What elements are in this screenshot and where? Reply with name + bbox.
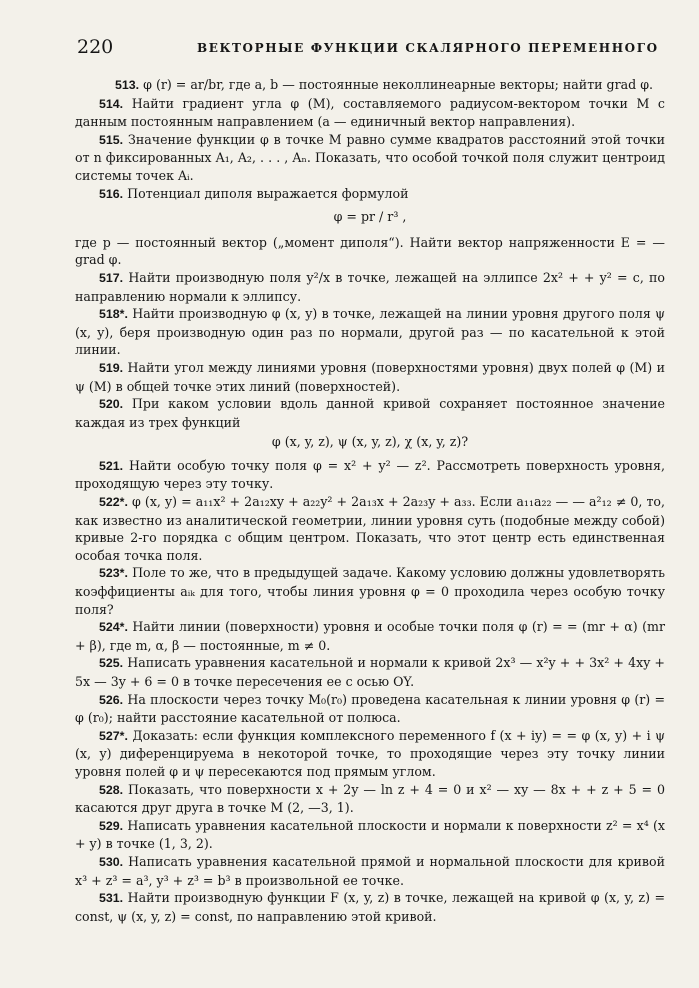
problem-number: 513. <box>115 78 140 92</box>
problem-number: 524*. <box>99 620 128 635</box>
problem-text: Написать уравнения касательной и нормали к кривой 2x³ — x²y + + 3x² + 4xy + 5x — 3y + 6 = 0 в точке пересечения ее с осью OY. <box>75 655 665 689</box>
problem-text: Найти особую точку поля φ = x² + y² — z². Рассмотреть поверхность уровня, проходящую через эту точку. <box>75 457 665 492</box>
problem-number: 517. <box>99 270 124 285</box>
problem-text: Поле то же, что в предыдущей задаче. Какому условию должны удовлетворять коэффициенты aᵢₖ для того, чтобы линия уровня φ = 0 проходила через особую точку поля? <box>75 565 665 617</box>
problem-523 <box>75 564 665 618</box>
problem-number: 515. <box>99 132 124 147</box>
problem-number: 527*. <box>99 728 128 743</box>
problem-text: При каком условии вдоль данной кривой сохраняет постоянное значение каждая из трех функций <box>75 396 665 430</box>
problem-513 <box>75 76 665 95</box>
problem-text: На плоскости через точку M₀(r₀) проведена касательная к линии уровня φ (r) = φ (r₀); найти расстояние касательной от полюса. <box>75 691 665 726</box>
problem-text: Доказать: если функция комплексного переменного f (x + iy) = = φ (x, y) + i ψ (x, y) диференцируема в некоторой точке, то проходящие через эту точку линии уровня полей φ и ψ пересекаются под прямым углом. <box>75 727 665 779</box>
problem-text: φ (r) = ar/br, где a, b — постоянные неколлинеарные векторы; найти grad φ. <box>143 77 654 92</box>
problems-list <box>75 76 665 925</box>
running-title: ВЕКТОРНЫЕ ФУНКЦИИ СКАЛЯРНОГО ПЕРЕМЕННОГО <box>197 41 659 55</box>
page-header <box>0 36 699 58</box>
page-number: 220 <box>77 36 114 58</box>
problem-number: 525. <box>99 656 124 671</box>
problem-524 <box>75 618 665 654</box>
problem-number: 518*. <box>99 307 128 322</box>
problem-number: 530. <box>99 854 124 869</box>
problem-526 <box>75 691 665 727</box>
problem-527 <box>75 727 665 781</box>
problem-521 <box>75 457 665 493</box>
problem-number: 531. <box>99 891 124 906</box>
problem-text: Найти линии (поверхности) уровня и особые точки поля φ (r) = = (mr + α) (mr + β), где m, α, β — постоянные, m ≠ 0. <box>75 619 665 653</box>
problem-text: Значение функции φ в точке M равно сумме квадратов расстояний этой точки от n фиксированных A₁, A₂, . . . , Aₙ. Показать, что особой точкой поля служит центроид системы точек Aᵢ. <box>75 131 665 183</box>
problem-text: Написать уравнения касательной прямой и нормальной плоскости для кривой x³ + z³ = a³, y³ + z³ = b³ в произвольной ее точке. <box>75 853 665 888</box>
problem-number: 526. <box>99 692 124 707</box>
problem-number: 529. <box>99 818 124 833</box>
problem-530 <box>75 853 665 889</box>
problem-520 <box>75 395 665 431</box>
problem-number: 516. <box>99 186 124 201</box>
problem-number: 521. <box>99 458 124 473</box>
problem-516 <box>75 185 665 204</box>
problem-number: 514. <box>99 96 124 111</box>
problem-number: 528. <box>99 782 124 797</box>
three-functions-formula: φ (x, y, z), ψ (x, y, z), χ (x, y, z)? <box>271 434 469 450</box>
dipole-formula: φ = pr / r³ , <box>333 209 407 225</box>
problem-number: 519. <box>99 360 124 375</box>
problem-522 <box>75 493 665 564</box>
problem-529 <box>75 817 665 853</box>
problem-text: Найти производную функции F (x, y, z) в точке, лежащей на кривой φ (x, y, z) = const, ψ (x, y, z) = const, по направлению этой кривой. <box>75 890 665 924</box>
problem-text: Найти производную φ (x, y) в точке, лежащей на линии уровня другого поля ψ (x, y), беря производную один раз по нормали, другой раз — по касательной к этой линии. <box>75 306 665 358</box>
problem-514 <box>75 95 665 131</box>
problem-text: Потенциал диполя выражается формулой <box>127 185 409 201</box>
problem-number: 522*. <box>99 495 128 510</box>
problem-text: φ (x, y) = a₁₁x² + 2a₁₂xy + a₂₂y² + 2a₁₃x + 2a₂₃y + a₃₃. Если a₁₁a₂₂ — — a²₁₂ ≠ 0, то, как известно из аналитической геометрии, линии уровня суть (подобные между собой) кривые 2-го порядка с общим центром. Показать, что этот центр есть единственная особая точка поля. <box>75 494 665 563</box>
problem-531 <box>75 889 665 925</box>
problem-516-continued: где p — постоянный вектор („момент диполя“). Найти вектор напряженности E = — grad φ. <box>75 234 665 268</box>
problem-525 <box>75 654 665 690</box>
problem-text: Найти производную поля y²/x в точке, лежащей на эллипсе 2x² + + y² = c, по направлению нормали к эллипсу. <box>75 269 665 304</box>
problem-text: Найти угол между линиями уровня (поверхностями уровня) двух полей φ (M) и ψ (M) в общей точке этих линий (поверхностей). <box>75 359 665 394</box>
problem-number: 523*. <box>99 566 128 581</box>
problem-517 <box>75 269 665 305</box>
problem-number: 520. <box>99 397 124 412</box>
problem-text: Показать, что поверхности x + 2y — ln z + 4 = 0 и x² — xy — 8x + + z + 5 = 0 касаются друг друга в точке M (2, —3, 1). <box>75 781 665 816</box>
problem-519 <box>75 359 665 395</box>
problem-515 <box>75 131 665 185</box>
problem-text: Найти градиент угла φ (M), составляемого радиусом-вектором точки M с данным постоянным направлением (a — единичный вектор направления). <box>75 95 665 130</box>
problem-518 <box>75 305 665 359</box>
problem-528 <box>75 781 665 817</box>
problem-text: Написать уравнения касательной плоскости и нормали к поверхности z² = x⁴ (x + y) в точке (1, 3, 2). <box>75 817 665 852</box>
